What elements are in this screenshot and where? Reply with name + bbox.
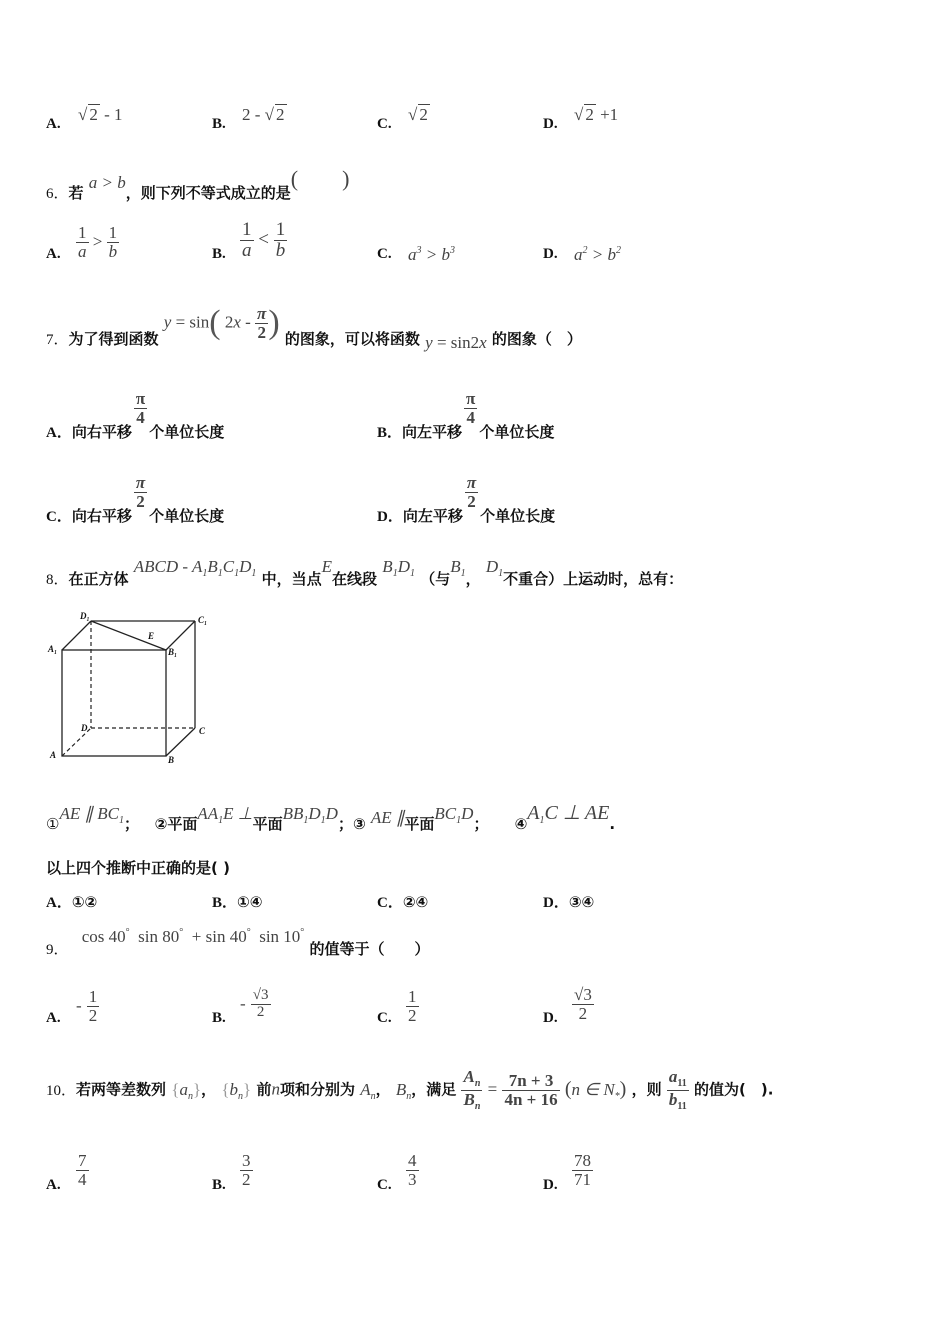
- q7-option-d-letter: D．: [377, 508, 403, 525]
- q10-rhs-den: 4n + 16: [504, 1089, 558, 1109]
- q8-option-d: [543, 891, 594, 912]
- label-b1: B₁: [168, 647, 178, 657]
- q10-number: 10．: [46, 1082, 77, 1099]
- q7-func2: y = sin2x: [425, 333, 487, 352]
- s1-sep: ；: [123, 815, 139, 833]
- q6-option-c-letter: C.: [377, 246, 392, 262]
- q7-option-d: [377, 473, 556, 525]
- q10-option-c-expr: [406, 1152, 419, 1189]
- q10-mid1: 前: [256, 1080, 272, 1099]
- q8-mid2: 在线段: [332, 570, 378, 588]
- q8-option-a-letter: A．: [46, 895, 72, 911]
- q9-option-b-sign: -: [240, 993, 246, 1013]
- q10-stem: [46, 1068, 773, 1112]
- q7-option-b: [377, 389, 555, 441]
- q10-mid3: ，满足: [411, 1080, 457, 1099]
- label-d: D: [81, 723, 88, 733]
- q5-option-a-letter: A.: [46, 116, 61, 132]
- q9-option-b-expr: [240, 988, 271, 1021]
- q10-option-a-num: 7: [78, 1151, 87, 1170]
- q8-option-a: [46, 891, 97, 912]
- q10-seq1: $\{a_n\}$: [171, 1079, 202, 1102]
- q10-option-d-expr: [572, 1152, 593, 1189]
- q7-option-a-text1: 向右平移: [71, 422, 132, 441]
- q7-option-a-text2: 个单位长度: [149, 422, 225, 441]
- q8-point: E: [321, 557, 333, 576]
- cube-edge-a1d1: [62, 621, 91, 650]
- q10-seq2: $\{b_n\}$: [221, 1079, 252, 1102]
- q8-option-a-text: ①②: [71, 893, 98, 911]
- q10-cond: (n ∈ $N_*$): [564, 1077, 627, 1102]
- q7-pre: 为了得到函数: [68, 330, 159, 348]
- q10-option-c-letter: C.: [377, 1177, 392, 1193]
- q8-stem: [46, 556, 684, 588]
- q8-option-c: [377, 891, 428, 912]
- q7-option-c: [46, 473, 225, 525]
- q8-option-b: [212, 891, 262, 912]
- q9-option-a-expr: [76, 988, 99, 1025]
- q8-post: 不重合）上运动时，总有：: [503, 570, 684, 588]
- q8-segment: $B_1D_1$: [382, 557, 415, 579]
- s2b-expr: $BB_1D_1D$: [282, 804, 338, 826]
- q10-n: n: [271, 1079, 280, 1099]
- s2-sep: ；③: [337, 815, 366, 833]
- q8-statements: [46, 800, 616, 833]
- q8-option-c-text: ②④: [402, 893, 429, 911]
- label-d1: D₁: [80, 611, 90, 621]
- q9-option-d-den: 2: [572, 1004, 594, 1023]
- q7-option-a-num: π: [135, 389, 146, 408]
- q6-option-b-letter: B.: [212, 246, 226, 262]
- q8-cube-figure: [44, 610, 219, 768]
- q7-option-b-letter: B．: [377, 424, 403, 441]
- q7-option-c-text2: 个单位长度: [149, 506, 225, 525]
- q7-option-c-letter: C．: [46, 508, 72, 525]
- q5-option-c-letter: C.: [377, 116, 392, 132]
- q7-func1: y = sin( 2x - $\frac{\pi}{2}$ ): [163, 303, 280, 342]
- q10-Bn: $B_n$: [395, 1079, 412, 1102]
- q9-option-c-num: 1: [408, 987, 417, 1006]
- q8-number: 8．: [46, 572, 69, 588]
- s4-mark: ④: [514, 815, 528, 833]
- cube-front-face: [62, 650, 166, 756]
- q10-sep2: ，: [375, 1080, 391, 1099]
- q8-option-d-text: ③④: [568, 893, 595, 911]
- q10-option-b-num: 3: [242, 1151, 251, 1170]
- q6-stem: [46, 166, 350, 205]
- q8-p1: $B_1$: [450, 557, 466, 579]
- q8-option-b-text: ①④: [237, 893, 263, 911]
- s3a-expr: AE ∥: [370, 808, 405, 827]
- q9-option-b-num: √3: [252, 987, 269, 1003]
- q7-option-b-den: 4: [464, 408, 477, 427]
- q10-eq: =: [487, 1079, 498, 1099]
- q6-pre: 若: [68, 184, 84, 202]
- q6-number: 6．: [46, 186, 69, 202]
- cube-edge-bc: [166, 728, 195, 756]
- q7-option-a-den: 4: [134, 408, 147, 427]
- q7-option-c-den: 2: [134, 492, 147, 511]
- q5-option-c-expr: √ 2: [408, 105, 428, 124]
- q7-option-d-num: π: [466, 473, 477, 492]
- q7-option-b-text2: 个单位长度: [479, 422, 555, 441]
- q6-blank: ( ): [290, 166, 350, 191]
- q7-option-d-text2: 个单位长度: [480, 506, 556, 525]
- q6-option-d-expr: $a^2 > b^2$: [574, 245, 621, 264]
- q5-option-a-expr: √ 2 - 1: [78, 105, 123, 124]
- q10-rhs-num: 7n + 3: [508, 1070, 554, 1090]
- q10-option-d-den: 71: [574, 1169, 591, 1189]
- q10-option-b-den: 2: [242, 1169, 251, 1189]
- q6-option-b-expr: $\frac{1}{a}$ < $\frac{1}{b}$: [242, 219, 286, 261]
- s2-mid: 平面: [252, 815, 283, 833]
- q8-p2: $D_1$: [485, 557, 504, 579]
- q10-mid2: 项和分别为: [279, 1080, 355, 1099]
- q6-option-c-expr: $a^3 > b^3$: [408, 245, 455, 264]
- q10-option-a-expr: [76, 1152, 89, 1189]
- label-a1: A₁: [48, 644, 58, 654]
- q6-option-a-letter: A.: [46, 246, 61, 262]
- q5-option-b-expr: 2 - √ 2: [242, 105, 285, 124]
- q6-option-d-letter: D.: [543, 246, 558, 262]
- q10-option-a-letter: A.: [46, 1177, 61, 1193]
- q7-option-d-text1: 向左平移: [402, 506, 463, 525]
- s1-mark: ①: [46, 817, 60, 833]
- q9-option-a-letter: A.: [46, 1010, 61, 1026]
- q7-number: 7．: [46, 332, 69, 348]
- q7-option-b-num: π: [466, 389, 476, 408]
- cube-edge-b1c1: [166, 621, 195, 650]
- q10-post: 的值为( ).: [694, 1080, 774, 1099]
- q8-pre: 在正方体: [68, 570, 129, 588]
- q10-option-c-den: 3: [408, 1169, 417, 1189]
- q8-option-b-letter: B．: [212, 895, 238, 911]
- q7-post: 的图象（ ）: [491, 330, 582, 348]
- label-c: C: [199, 726, 206, 736]
- q7-option-c-text1: 向右平移: [71, 506, 132, 525]
- q10-option-c-num: 4: [408, 1151, 417, 1170]
- q10-mid4: ，则: [631, 1080, 662, 1099]
- q5-option-b-letter: B.: [212, 116, 226, 132]
- label-e: E: [148, 631, 155, 641]
- q10-An: $A_n$: [360, 1079, 376, 1102]
- q9-number: 9．: [46, 942, 69, 958]
- q10-pre: 若两等差数列: [76, 1080, 167, 1099]
- s4-end: .: [609, 815, 616, 833]
- q7-option-b-text1: 向左平移: [402, 422, 463, 441]
- q9-option-a-num: 1: [88, 987, 98, 1006]
- label-a: A: [50, 750, 57, 760]
- q7-option-d-den: 2: [465, 492, 478, 511]
- cube-diagonal-d1b1: [91, 621, 166, 650]
- label-c1: C₁: [198, 615, 208, 625]
- q10-option-a-den: 4: [78, 1169, 87, 1189]
- q7-option-a-letter: A．: [46, 424, 72, 441]
- q8-comma: ，: [465, 570, 481, 588]
- s3-sep: ；: [473, 815, 489, 833]
- q9-expr: cos 40° sin 80° + sin 40° sin 10°: [81, 927, 305, 946]
- q9-option-c-den: 2: [408, 1005, 417, 1025]
- label-b: B: [168, 755, 175, 765]
- q9-option-b-den: 2: [251, 1004, 271, 1021]
- q8-mid1: 中，当点: [261, 570, 322, 588]
- q7-option-a: [46, 389, 225, 441]
- q9-option-a-den: 2: [88, 1005, 98, 1025]
- q10-option-d-num: 78: [574, 1151, 591, 1170]
- q10-option-d-letter: D.: [543, 1177, 558, 1193]
- q8-option-c-letter: C．: [377, 895, 403, 911]
- q6-condition: a > b: [88, 173, 126, 192]
- q7-stem: [46, 304, 582, 354]
- q8-question: 以上四个推断中正确的是( ): [46, 859, 230, 877]
- q6-post: ，则下列不等式成立的是: [125, 184, 291, 202]
- q10-rhs: [502, 1072, 559, 1109]
- q9-post: 的值等于（ ）: [309, 940, 430, 958]
- s2-mark: ②平面: [154, 815, 198, 833]
- q9-option-a-sign: -: [76, 995, 82, 1015]
- q10-sep: ，: [201, 1080, 217, 1099]
- q9-option-d-expr: [572, 986, 594, 1023]
- q9-option-d-letter: D.: [543, 1010, 558, 1026]
- q8-option-d-letter: D．: [543, 895, 569, 911]
- q5-option-d-letter: D.: [543, 116, 558, 132]
- q10-ask: $\frac{a_{11}}{b_{11}}$: [668, 1067, 687, 1112]
- q8-mid3: （与: [420, 570, 451, 588]
- q6-option-a-expr: $\frac{1}{a}$ > $\frac{1}{b}$: [78, 223, 118, 261]
- q9-stem: [46, 926, 430, 958]
- q10-option-b-letter: B.: [212, 1177, 226, 1193]
- q7-mid: 的图象，可以将函数: [284, 330, 420, 348]
- s1-expr: AE ∥ $BC_1$: [59, 804, 124, 826]
- q8-cube: ABCD - $A_1B_1C_1D_1$: [133, 557, 257, 579]
- q10-option-b-expr: [240, 1152, 253, 1189]
- q9-option-c-expr: [406, 988, 419, 1025]
- q5-option-d-expr: √ 2 +1: [574, 105, 619, 124]
- s3b-expr: $BC_1D$: [434, 804, 474, 826]
- q9-option-c-letter: C.: [377, 1010, 392, 1026]
- q10-ratio: $\frac{A_n}{B_n}$: [463, 1067, 481, 1112]
- q9-option-b-letter: B.: [212, 1010, 226, 1026]
- s2a-expr: $AA_1E$ ⊥: [197, 804, 253, 826]
- q7-option-c-num: π: [135, 473, 146, 492]
- s4-expr: $A_1C$ ⊥ AE: [527, 802, 610, 826]
- s3-mid: 平面: [404, 815, 435, 833]
- q9-option-d-num: √3: [574, 985, 592, 1004]
